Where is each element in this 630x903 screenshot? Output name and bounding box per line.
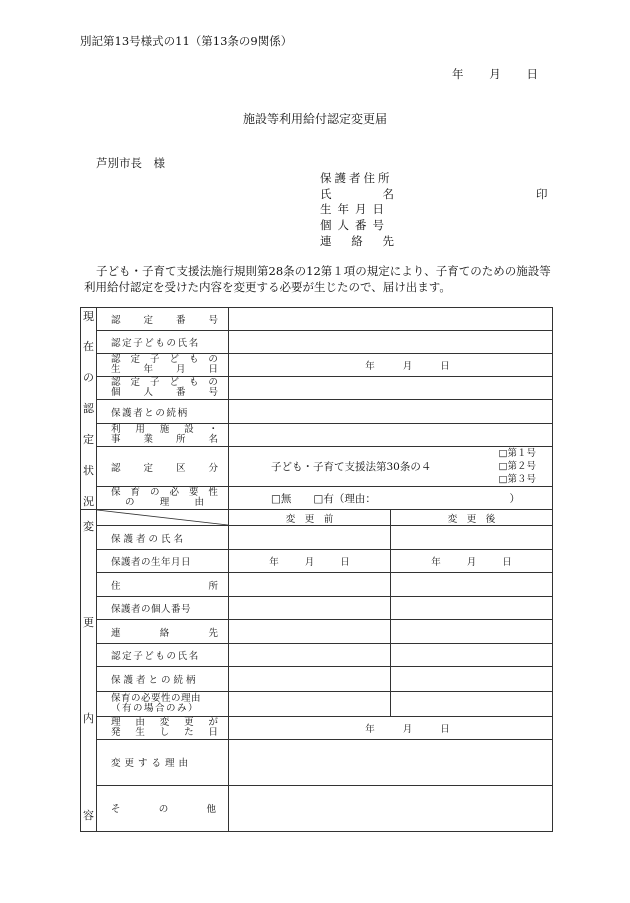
child-name-field[interactable]	[229, 331, 553, 354]
cert-number-label: 認 定 番 号	[97, 308, 229, 331]
after-header: 変 更 後	[391, 510, 553, 526]
guardian-number-label: 保護者の個人番号	[97, 597, 229, 620]
date-year-label: 年	[452, 67, 464, 81]
child-number-field[interactable]	[229, 377, 553, 400]
guardian-birth-after-field[interactable]: 年 月 日	[391, 550, 553, 573]
address-label: 住 所	[97, 573, 229, 597]
contact-before-field[interactable]	[229, 620, 391, 644]
cert-option-2-checkbox[interactable]: □第２号	[498, 461, 536, 473]
relation-label: 保護者との続柄	[97, 400, 229, 424]
other-field[interactable]	[229, 785, 553, 831]
applicant-address-label: 保護者住所	[320, 171, 393, 185]
need-yes-checkbox[interactable]: □有（理由：	[313, 492, 376, 505]
change-relation-label: 保護者との続柄	[97, 667, 229, 691]
contact-after-field[interactable]	[391, 620, 553, 644]
header-diagonal-cell	[97, 510, 229, 526]
current-status-section-label: 現 在 の 認 定 状 況	[81, 308, 97, 510]
guardian-birth-label: 保護者の生年月日	[97, 550, 229, 573]
cert-option-3-checkbox[interactable]: □第３号	[498, 474, 536, 486]
child-name-before-field[interactable]	[229, 644, 391, 667]
addressee: 芦別市長 様	[96, 156, 165, 170]
child-birth-field[interactable]: 年 月 日	[229, 354, 553, 377]
reason-date-field[interactable]: 年 月 日	[229, 716, 553, 739]
date-day-label: 日	[526, 67, 538, 81]
change-form-table	[80, 307, 553, 832]
guardian-number-before-field[interactable]	[229, 597, 391, 620]
change-content-section-label: 変 更 内 容	[81, 510, 97, 832]
need-reason-after-field[interactable]	[391, 691, 553, 716]
guardian-number-after-field[interactable]	[391, 597, 553, 620]
date-month-label: 月	[489, 67, 501, 81]
cert-law-text: 子ども・子育て支援法第30条の４	[271, 461, 432, 474]
body-text-line-1: 子ども・子育て支援法施行規則第28条の12第１項の規定により、子育てのための施設等	[96, 264, 551, 278]
contact-label: 連 絡 先	[97, 620, 229, 644]
need-none-checkbox[interactable]: □無	[271, 492, 292, 505]
facility-field[interactable]	[229, 424, 553, 447]
cert-category-field	[229, 447, 553, 487]
seal-mark: 印	[536, 187, 548, 201]
change-reason-label: 変更する理由	[97, 739, 229, 785]
before-header: 変 更 前	[229, 510, 391, 526]
change-reason-field[interactable]	[229, 739, 553, 785]
date-line	[452, 66, 538, 82]
cert-category-label: 認 定 区 分	[97, 447, 229, 487]
applicant-personal-number-label: 個人番号	[320, 218, 390, 232]
child-name-after-field[interactable]	[391, 644, 553, 667]
need-reason-label: 保育の必要性の理由 （有の場合のみ）	[97, 691, 229, 716]
guardian-birth-before-field[interactable]: 年 月 日	[229, 550, 391, 573]
need-label: 保 育 の 必 要 性 の 理 由	[97, 487, 229, 510]
relation-before-field[interactable]	[229, 667, 391, 691]
need-reason-before-field[interactable]	[229, 691, 391, 716]
page-title: 施設等利用給付認定変更届	[242, 112, 387, 126]
cert-option-1-checkbox[interactable]: □第１号	[498, 448, 536, 460]
other-label: そ の 他	[97, 785, 229, 831]
need-close-paren: ）	[509, 492, 520, 505]
facility-label: 利 用 施 設 ・ 事 業 所 名	[97, 424, 229, 447]
relation-field[interactable]	[229, 400, 553, 424]
applicant-birthdate-label: 生年月日	[320, 202, 390, 216]
reason-date-label: 理 由 変 更 が 発 生 し た 日	[97, 716, 229, 739]
guardian-name-label: 保護者の氏名	[97, 526, 229, 550]
address-before-field[interactable]	[229, 573, 391, 597]
body-text-line-2: 利用給付認定を受けた内容を変更する必要が生じたので、届け出ます。	[84, 280, 451, 294]
applicant-name-label: 氏 名	[320, 187, 394, 201]
guardian-name-before-field[interactable]	[229, 526, 391, 550]
change-child-name-label: 認定子どもの氏名	[97, 644, 229, 667]
child-name-label: 認定子どもの氏名	[97, 331, 229, 354]
diagonal-line	[97, 510, 228, 525]
need-field	[229, 487, 553, 510]
guardian-name-after-field[interactable]	[391, 526, 553, 550]
child-birth-label: 認 定 子 ど も の 生 年 月 日	[97, 354, 229, 377]
child-number-label: 認 定 子 ど も の 個 人 番 号	[97, 377, 229, 400]
form-reference: 別記第13号様式の11（第13条の9関係）	[80, 34, 293, 48]
applicant-contact-label: 連 絡 先	[320, 234, 394, 248]
relation-after-field[interactable]	[391, 667, 553, 691]
cert-number-field[interactable]	[229, 308, 553, 331]
address-after-field[interactable]	[391, 573, 553, 597]
